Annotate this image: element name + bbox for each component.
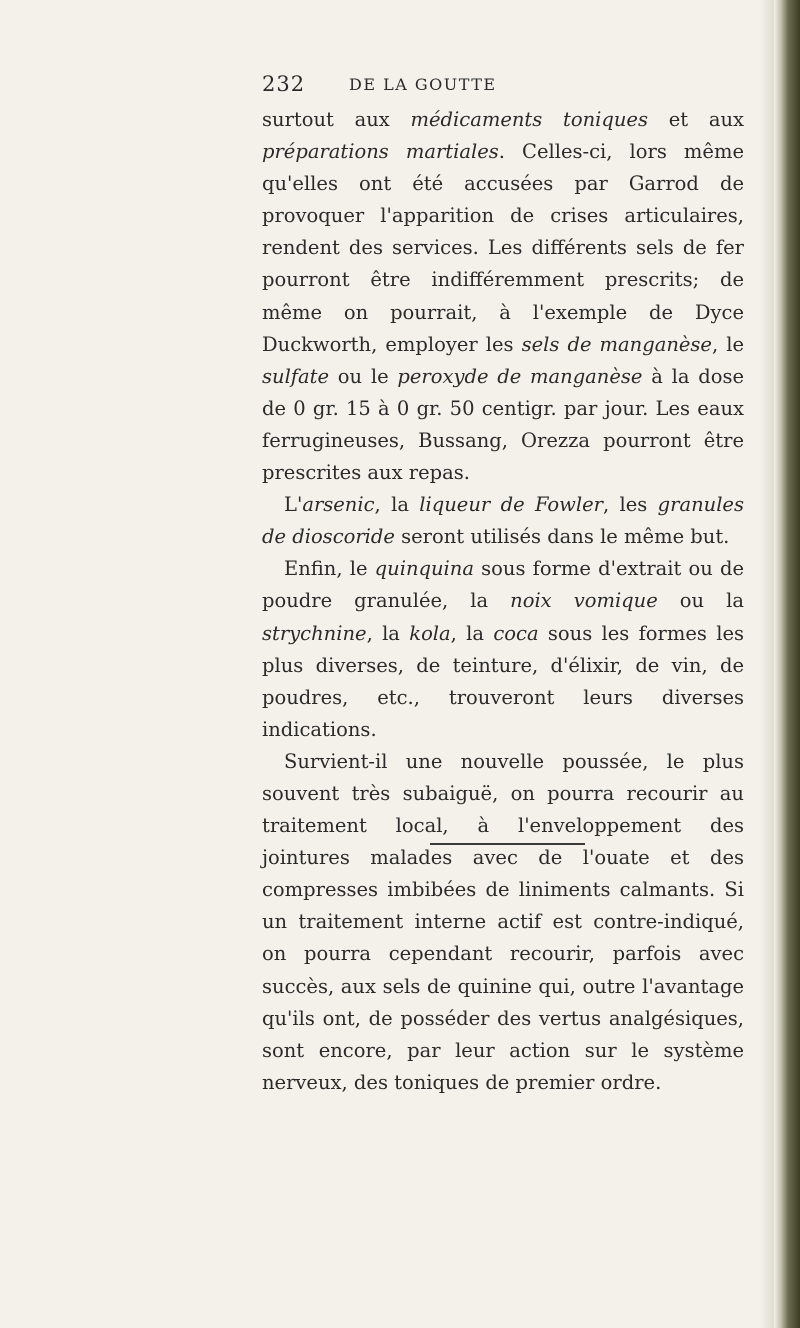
running-title: DE LA GOUTTE [349,75,497,94]
italic-term: sulfate [262,364,330,388]
page-header [0,72,800,102]
paragraph-2 [262,489,744,553]
italic-term: sels de manganèse [521,332,712,356]
text-run: , la [450,621,494,645]
text-run: ou la [657,589,745,613]
binding-edge [774,0,800,1328]
text-run: Survient-il une nouvelle poussée, le plus souvent très subaiguë, on pourra recourir au traitement local, à l'enveloppement des jointures malades avec de l'ouate et des compresses imbibées de liniments calmants. Si un traitement interne actif est contre-indiqué, on pourra cependant recourir, parfois avec succès, aux sels de quinine qui, outre l'avantage qu'ils ont, de posséder des vertus analgésiques, sont encore, par leur action sur le système nerveux, des toniques de premier ordre. [262,749,744,1094]
italic-term: kola [409,621,451,645]
italic-term: strychnine [262,621,367,645]
italic-term: arsenic [302,493,375,517]
italic-term: noix vomique [510,589,658,613]
text-run: , le [711,332,744,356]
italic-term: liqueur de Fowler [419,493,603,517]
text-run: , la [374,493,420,517]
paragraph-4 [262,746,744,1099]
body-text [262,104,744,1099]
end-rule [430,843,585,845]
italic-term: granules de dioscoride [262,493,744,549]
text-run: et aux [647,108,745,131]
italic-term: peroxyde de manganèse [397,364,643,388]
paragraph-1 [262,104,744,489]
text-run: Enfin, le [284,557,375,581]
text-run: sous forme d'extrait ou de poudre granulée, la [262,557,744,613]
text-run: . Celles-ci, lors même qu'elles ont été accusées par Garrod de provoquer l'apparition de crises articulaires, rendent des services. Les différents sels de fer pourront être indifféremment prescrits; de même on pourrait, à l'exemple de Dyce Duckworth, employer les [262,140,744,356]
italic-term: médicaments toniques [410,108,648,131]
page-number: 232 [262,72,306,96]
text-run: seront utilisés dans le même but. [394,525,730,549]
italic-term: préparations martiales [262,140,499,164]
text-run: ou le [329,364,398,388]
text-run: à la dose de 0 gr. 15 à 0 gr. 50 centigr. par jour. Les eaux ferrugineuses, Bussang, Orezza pourront être prescrites aux repas. [262,364,744,485]
paragraph-3 [262,553,744,746]
text-run: L' [284,493,303,517]
binding-shadow [760,0,774,1328]
text-run: , les [602,493,658,517]
italic-term: coca [493,621,539,645]
italic-term: quinquina [374,557,474,581]
text-run: surtout aux [262,108,411,131]
text-run: , la [366,621,410,645]
text-run: sous les formes les plus diverses, de teinture, d'élixir, de vin, de poudres, etc., trouveront leurs diverses indications. [262,621,744,741]
